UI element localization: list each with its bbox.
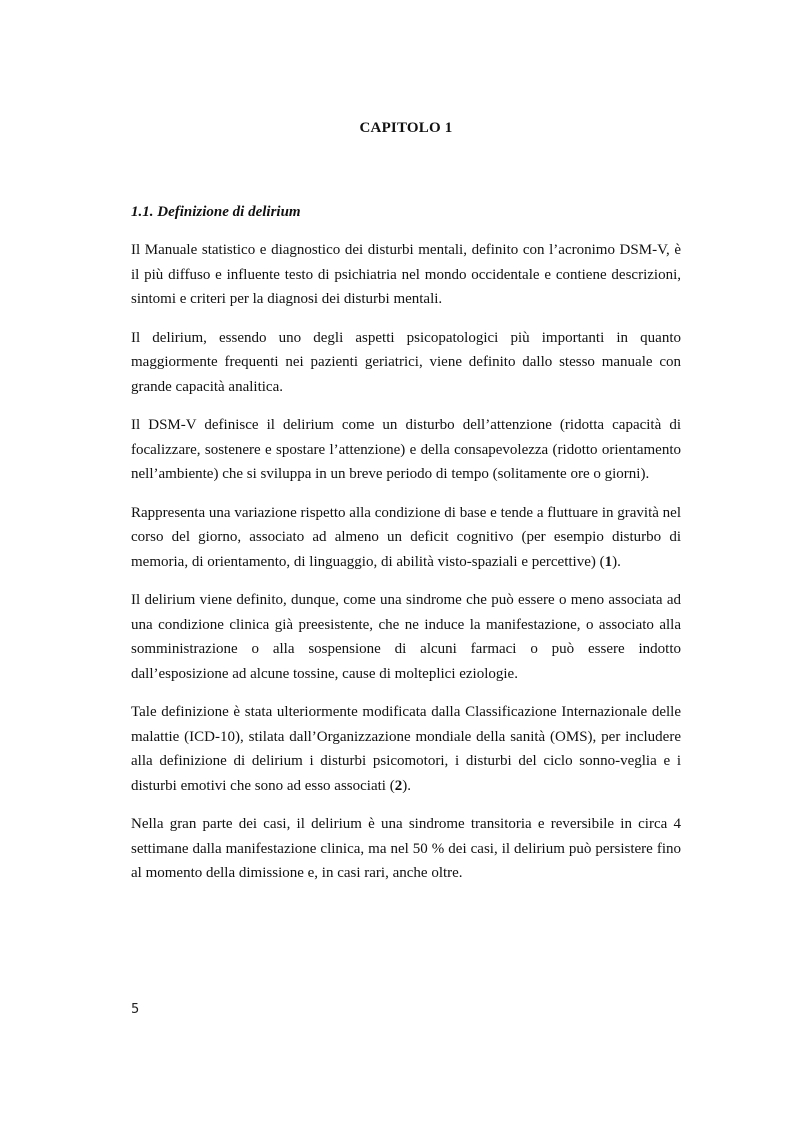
paragraph-delirium-geriatric (131, 326, 681, 400)
paragraph-text: Il delirium viene definito, dunque, come una sindrome che può essere o meno associata ad una condizione clinica già preesistente, che ne induce la manifestazione, o associato alla somministrazione o alla sospensione di alcuni farmaci o può essere indotto dall’esposizione ad alcune tossine, cause di molteplici eziologie. (131, 592, 681, 682)
page-number: 5 (131, 1002, 140, 1017)
paragraph-text-end: ). (612, 553, 621, 570)
section-heading: 1.1. Definizione di delirium (131, 204, 301, 220)
paragraph-dsm-definition (131, 413, 681, 487)
paragraph-text: Tale definizione è stata ulteriormente modificata dalla Classificazione Internazionale delle malattie (ICD-10), stilata dall’Organizzazione mondiale della sanità (OMS), per includere alla definizione di delirium i disturbi psicomotori, i disturbi del ciclo sonno-veglia e i disturbi emotivi che sono ad esso associati ( (131, 704, 681, 794)
paragraph-transitory (131, 812, 681, 886)
paragraph-text: Il Manuale statistico e diagnostico dei disturbi mentali, definito con l’acronimo DSM-V, è il più diffuso e influente testo di psichiatria nel mondo occidentale e contiene descrizioni, sintomi e criteri per la diagnosi dei disturbi mentali. (131, 242, 681, 307)
paragraph-dsm-intro (131, 238, 681, 312)
chapter-title: CAPITOLO 1 (359, 120, 453, 136)
paragraph-text-end: ). (402, 777, 411, 794)
citation-ref: 2 (394, 777, 403, 794)
paragraph-syndrome (131, 588, 681, 686)
paragraph-icd10 (131, 700, 681, 798)
citation-ref: 1 (604, 553, 613, 570)
paragraph-text: Il delirium, essendo uno degli aspetti psicopatologici più importanti in quanto maggiormente frequenti nei pazienti geriatrici, viene definito dallo stesso manuale con grande capacità analitica. (131, 329, 681, 395)
page-body (131, 200, 681, 900)
paragraph-variation (131, 501, 681, 575)
paragraph-text: Rappresenta una variazione rispetto alla condizione di base e tende a fluttuare in gravità nel corso del giorno, associato ad almeno un deficit cognitivo (per esempio disturbo di memoria, di orientamento, di linguaggio, di abilità visto-spaziali e percettive) ( (131, 504, 681, 570)
paragraph-text: Nella gran parte dei casi, il delirium è una sindrome transitoria e reversibile in circa 4 settimane dalla manifestazione clinica, ma nel 50 % dei casi, il delirium può persistere fino al momento della dimissione e, in casi rari, anche oltre. (131, 816, 681, 881)
paragraph-text: Il DSM-V definisce il delirium come un disturbo dell’attenzione (ridotta capacità di focalizzare, sostenere e spostare l’attenzione) e della consapevolezza (ridotto orientamento nell’ambiente) che si sviluppa in un breve periodo di tempo (solitamente ore o giorni). (131, 417, 681, 482)
